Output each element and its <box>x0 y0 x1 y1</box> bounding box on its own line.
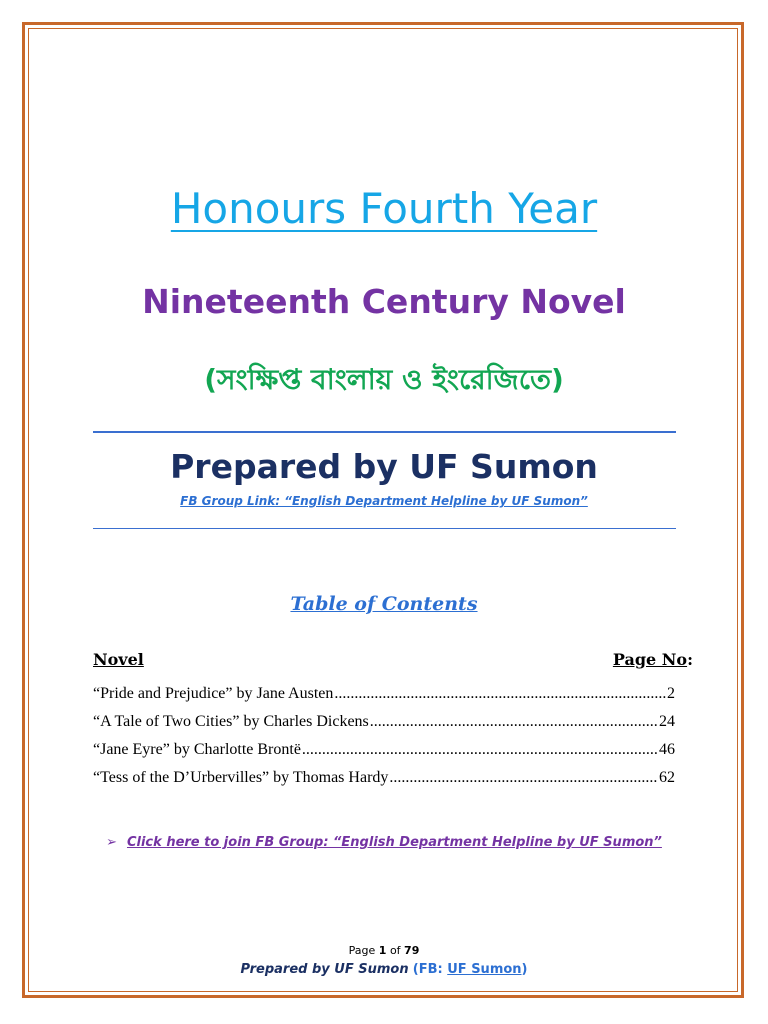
toc-column-page-colon: : <box>687 650 693 669</box>
toc-entry-title: “Tess of the D’Urbervilles” by Thomas Hardy <box>93 769 389 786</box>
document-subtitle: Nineteenth Century Novel <box>142 282 626 321</box>
join-group-link[interactable] <box>0 833 768 853</box>
footer-fb-prefix: (FB: <box>412 962 448 977</box>
page-number-total: 79 <box>404 944 420 957</box>
join-group-link-text[interactable]: Click here to join FB Group: “English Department Helpline by UF Sumon” <box>126 835 662 850</box>
bangla-note: (সংক্ষিপ্ত বাংলায় ও ইংরেজিতে) <box>204 363 564 396</box>
toc-leader-dots <box>370 713 658 731</box>
toc-column-novel: Novel <box>93 650 144 669</box>
toc-entry-title: “A Tale of Two Cities” by Charles Dickens <box>93 713 369 730</box>
toc-entry[interactable] <box>93 685 675 713</box>
toc-entry-page: 46 <box>659 741 675 758</box>
footer-fb-link[interactable]: UF Sumon <box>447 962 522 977</box>
footer-fb-suffix: ) <box>521 962 528 977</box>
toc-list <box>93 685 675 797</box>
page-number-current: 1 <box>378 944 387 957</box>
toc-entry[interactable] <box>93 769 675 797</box>
toc-entry[interactable] <box>93 713 675 741</box>
toc-leader-dots <box>389 769 658 787</box>
toc-column-page <box>613 649 693 671</box>
page-number <box>0 943 768 959</box>
divider-bottom <box>93 528 676 529</box>
footer-prepared-by: Prepared by UF Sumon <box>240 962 409 977</box>
divider-top <box>93 431 676 433</box>
toc-entry[interactable] <box>93 741 675 769</box>
toc-heading: Table of Contents <box>290 593 478 615</box>
footer-credit <box>0 960 768 980</box>
toc-leader-dots <box>334 685 666 703</box>
arrow-right-icon: ➢ <box>106 835 117 850</box>
toc-entry-page: 62 <box>659 769 675 786</box>
toc-entry-page: 2 <box>667 685 675 702</box>
toc-leader-dots <box>302 741 658 759</box>
page-number-label: Page <box>348 944 376 957</box>
toc-entry-title: “Jane Eyre” by Charlotte Brontë <box>93 741 301 758</box>
page-number-of: of <box>389 944 401 957</box>
toc-entry-title: “Pride and Prejudice” by Jane Austen <box>93 685 334 702</box>
toc-column-page-label: Page No <box>612 650 688 669</box>
prepared-by-heading: Prepared by UF Sumon <box>170 447 598 486</box>
fb-group-link[interactable]: FB Group Link: “English Department Helpline by UF Sumon” <box>180 494 588 508</box>
document-title: Honours Fourth Year <box>170 184 598 233</box>
toc-entry-page: 24 <box>659 713 675 730</box>
